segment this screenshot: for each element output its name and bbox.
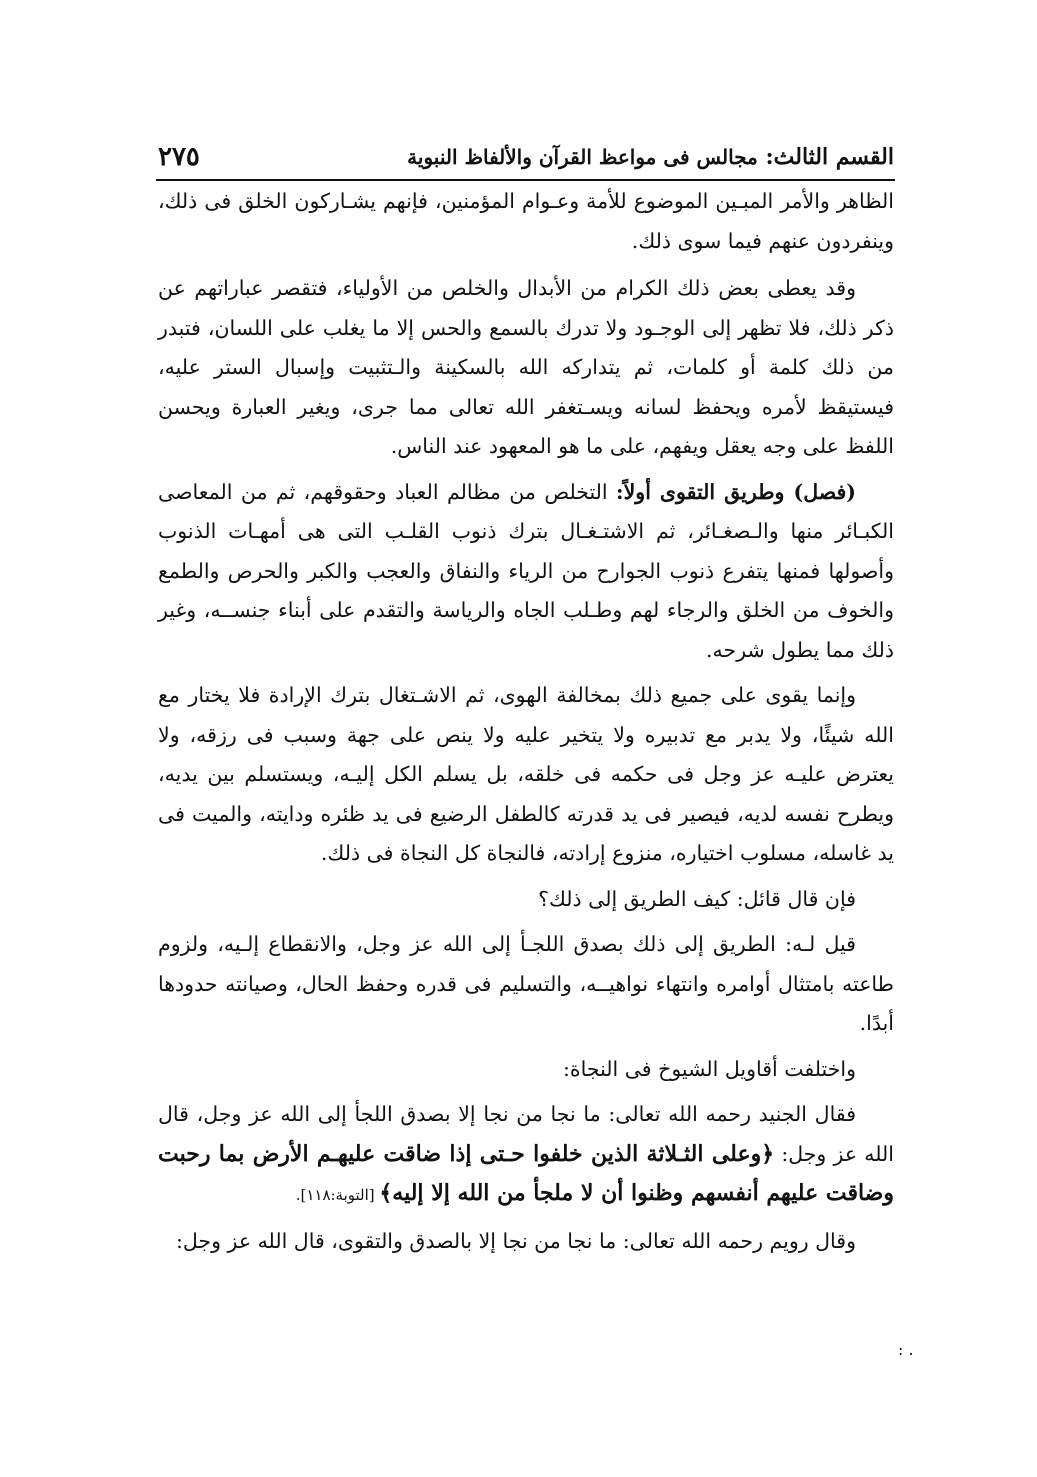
paragraph-2: وقد يعطى بعض ذلك الكرام من الأبدال والخلص من الأولياء، فتقصر عباراتهم عن ذكر ذلك، فلا تظهر إلى الوجـود ولا تدرك بالسمع والحس إلا ما يغلب على اللسان، فتبدر من ذلك كلمة أو كلمات، ثم يتداركه الله بالسكينة والـتثبيت وإسبال الستر عليه، فيستيقظ لأمره ويحفظ لسانه ويسـتغفر الله تعالى مما جرى، ويغير العبارة ويحسن اللفظ على وجه يعقل ويفهم، على ما هو المعهود عند الناس.	[158, 276, 894, 458]
page-body	[158, 182, 894, 1267]
paragraph-8	[158, 1095, 894, 1216]
paragraph-4: وإنما يقوى على جميع ذلك بمخالفة الهوى، ثم الاشـتغال بترك الإرادة فلا يختار مع الله شيئًا، ولا يدبر مع تدبيره ولا يتخير عليه ولا ينص على جهة وسبب فى رزقه، ولا يعترض عليـه عز وجل فى حكمه فى خلقه، بل يسلم الكل إليـه، ويستسلم بين يديه، ويطرح نفسه لديه، فيصير فى يد قدرته كالطفل الرضيع فى يد ظئره ودايته، والميت فى يد غاسله، مسلوب اختياره، منزوع إرادته، فالنجاة كل النجاة فى ذلك.	[158, 683, 894, 865]
section-title: مجالس فى مواعظ القرآن والألفاظ النبوية	[407, 145, 758, 169]
paragraph-8-text: فقال الجنيد رحمه الله تعالى: ما نجا من نجا إلا بصدق اللجأ إلى الله عز وجل، قال الله عز وجل:	[158, 1102, 894, 1166]
section-label: القسم الثالث:	[765, 144, 894, 170]
paragraph-5: فإن قال قائل: كيف الطريق إلى ذلك؟	[538, 886, 856, 911]
header-rule	[156, 179, 895, 181]
paragraph-7: واختلفت أقاويل الشيوخ فى النجاة:	[562, 1056, 856, 1081]
paragraph-9: وقال رويم رحمه الله تعالى: ما نجا من نجا إلا بالصدق والتقوى، قال الله عز وجل:	[175, 1228, 856, 1253]
paragraph-6: قيل لـه: الطريق إلى ذلك بصدق اللجـأ إلى الله عز وجل، والانقطاع إلـيه، ولزوم طاعته بامتثال أوامره وانتهاء نواهيــه، والتسليم فى قدره وحفظ الحال، وصيانته حدودها أبدًا.	[158, 932, 894, 1035]
running-header	[158, 142, 894, 176]
verse-reference: [التوبة:١١٨].	[295, 1186, 380, 1204]
section-heading	[407, 144, 894, 170]
paragraph-1: الظاهر والأمر المبـين الموضوع للأمة وعـوام المؤمنين، فإنهم يشـاركون الخلق فى ذلك، وينفردون عنهم فيما سوى ذلك.	[158, 189, 894, 253]
page-number: ٢٧٥	[158, 142, 200, 172]
paragraph-3	[158, 473, 894, 671]
margin-mark: : .	[898, 1340, 914, 1359]
section-heading-fasl: (فصل) وطريق التقوى أولاً:	[616, 479, 857, 504]
quran-verse: ﴿وعلى الثـلاثة الذين خلفوا حـتى إذا ضاقت عليهـم الأرض بما رحبت وضاقت عليهم أنفسهم وظنوا أن لا ملجأ من الله إلا إليه﴾	[158, 1140, 894, 1206]
paragraph-3-text: التخلص من مظالم العباد وحقوقهم، ثم من المعاصى الكبـائر منها والـصغـائر، ثم الاشتـغـال بترك ذنوب القلـب التى هى أمهـات الذنوب وأصولها فمنها يتفرع ذنوب الجوارح من الرياء والنفاق والعجب والكبر والحرص والطمع والخوف من الخلق والرجاء لهم وطـلب الجاه والرياسة والتقدم على أبناء جنســه، وغير ذلك مما يطول شرحه.	[158, 479, 894, 662]
